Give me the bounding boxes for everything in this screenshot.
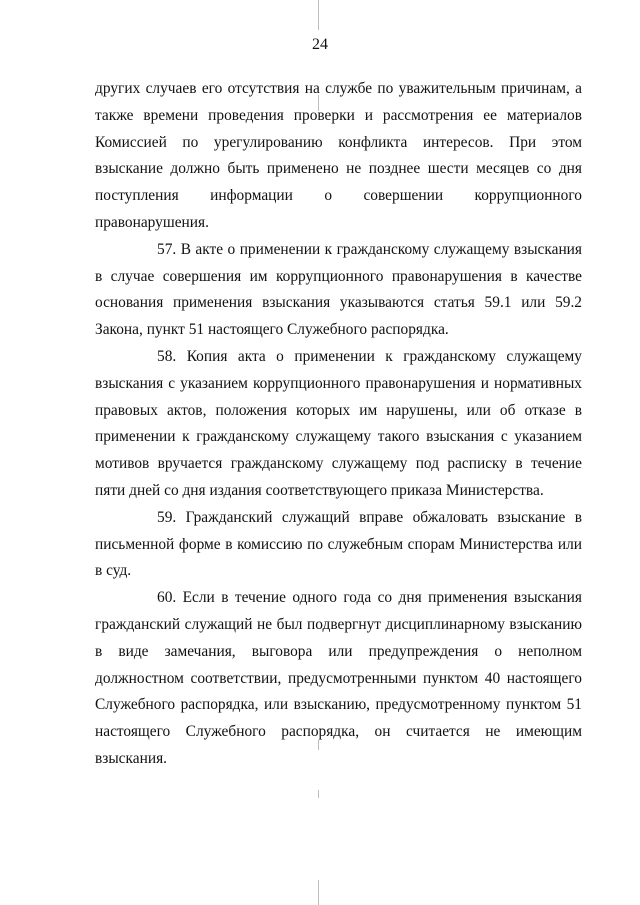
paragraph-57: 57. В акте о применении к гражданскому служащему взыскания в случае совершения им коррупционного правонарушения в качестве основания применения взыскания указываются статья 59.1 или 59.2 Закона, пункт 51 настоящего Служебного распорядка.	[95, 240, 582, 339]
paragraph-60: 60. Если в течение одного года со дня применения взыскания гражданский служащий не был подвергнут дисциплинарному взысканию в виде замечания, выговора или предупреждения о неполном должностном соответствии, предусмотренными пунктом 40 настоящего Служебного распорядка, или взысканию, предусмотренному пунктом 51 настоящего Служебного распорядка, он считается не имеющим взыскания.	[95, 589, 582, 767]
paragraph-58: 58. Копия акта о применении к гражданскому служащему взыскания с указанием коррупционного правонарушения и нормативных правовых актов, положения которых им нарушены, или об отказе в применении к гражданскому служащему такого взыскания с указанием мотивов вручается гражданскому служащему под расписку в течение пяти дней со дня издания соответствующего приказа Министерства.	[95, 347, 582, 499]
scan-fold-mark	[318, 880, 319, 905]
document-body	[95, 76, 582, 773]
page-number: 24	[312, 36, 328, 53]
scan-fold-mark	[318, 0, 319, 30]
scan-fold-mark	[318, 790, 319, 798]
paragraph-continuation: других случаев его отсутствия на службе по уважительным причинам, а также времени проведения проверки и рассмотрения ее материалов Комиссией по урегулированию конфликта интересов. При этом взыскание должно быть применено не позднее шести месяцев со дня поступления информации о совершении коррупционного правонарушения.	[95, 80, 582, 231]
paragraph-59: 59. Гражданский служащий вправе обжаловать взыскание в письменной форме в комиссию по служебным спорам Министерства или в суд.	[95, 508, 582, 580]
